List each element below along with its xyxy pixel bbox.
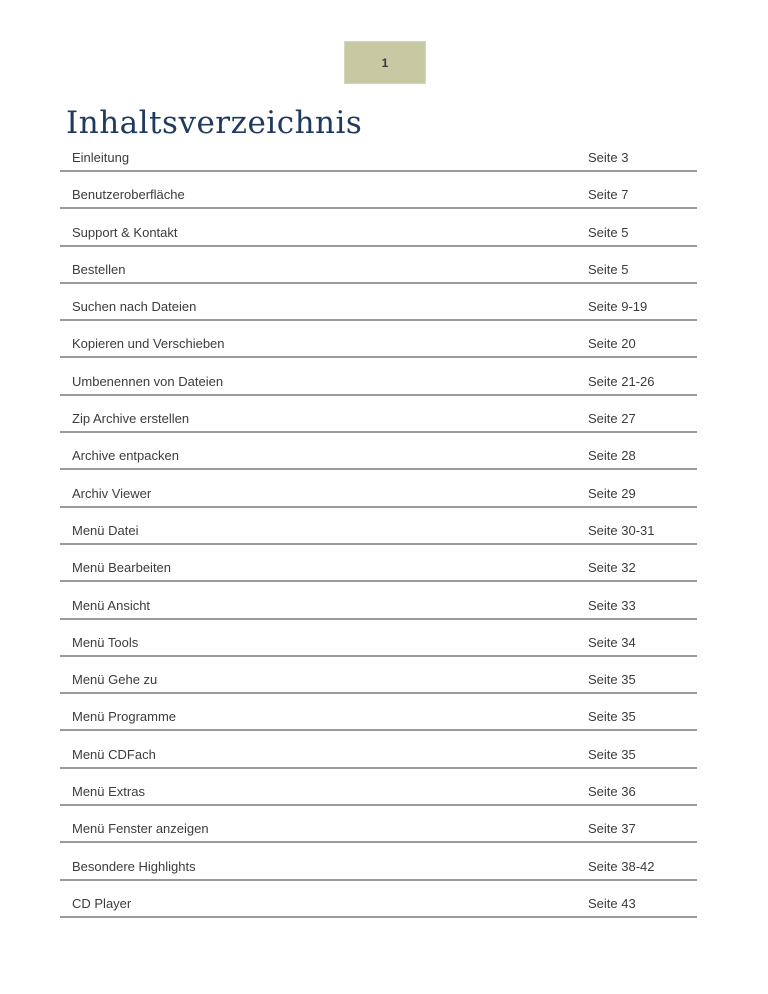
toc-entry-row: [60, 821, 697, 843]
toc-entry-label: Suchen nach Dateien: [72, 299, 197, 315]
toc-entry-row: [60, 709, 697, 731]
page-title: Inhaltsverzeichnis: [66, 104, 363, 141]
page-number-badge: [344, 41, 426, 84]
toc-entry-page: Seite 33: [588, 597, 636, 613]
toc-entry-page: Seite 34: [588, 634, 636, 650]
toc-entry-page: Seite 28: [588, 448, 636, 464]
toc-entry-page: Seite 5: [588, 224, 629, 240]
toc-entry-row: [60, 411, 697, 433]
toc-entry-label: Menü Extras: [72, 784, 145, 800]
toc-entry-label: Support & Kontakt: [72, 224, 178, 240]
toc-entry-label: Menü Fenster anzeigen: [72, 821, 209, 837]
toc-entry-row: [60, 225, 697, 247]
toc-entry-row: [60, 486, 697, 508]
toc-entry-row: [60, 560, 697, 582]
table-of-contents: [60, 150, 697, 933]
toc-entry-page: Seite 7: [588, 187, 629, 203]
toc-entry-label: Zip Archive erstellen: [72, 411, 190, 427]
toc-entry-label: Menü Programme: [72, 709, 177, 725]
toc-entry-page: Seite 38-42: [588, 858, 655, 874]
toc-entry-page: Seite 3: [588, 150, 629, 165]
page-number-label: 1: [381, 55, 389, 70]
toc-entry-row: [60, 262, 697, 284]
toc-entry-row: [60, 672, 697, 694]
toc-entry-label: Archive entpacken: [72, 448, 179, 464]
toc-entry-label: CD Player: [72, 895, 132, 911]
toc-entry-page: Seite 43: [588, 895, 636, 911]
toc-entry-label: Kopieren und Verschieben: [72, 336, 225, 352]
toc-entry-page: Seite 35: [588, 709, 636, 725]
toc-entry-row: [60, 374, 697, 396]
toc-entry-page: Seite 29: [588, 485, 636, 501]
toc-entry-page: Seite 9-19: [588, 299, 648, 315]
toc-entry-page: Seite 35: [588, 672, 636, 688]
toc-entry-row: [60, 747, 697, 769]
toc-entry-page: Seite 35: [588, 746, 636, 762]
toc-entry-row: [60, 523, 697, 545]
toc-entry-page: Seite 5: [588, 261, 629, 277]
toc-entry-page: Seite 32: [588, 560, 636, 576]
toc-entry-page: Seite 36: [588, 784, 636, 800]
toc-entry-label: Umbenennen von Dateien: [72, 373, 224, 389]
toc-entry-label: Menü CDFach: [72, 746, 156, 762]
toc-entry-label: Menü Gehe zu: [72, 672, 158, 688]
toc-entry-row: [60, 299, 697, 321]
toc-entry-label: Einleitung: [72, 150, 130, 165]
toc-entry-label: Benutzeroberfläche: [72, 187, 185, 203]
toc-entry-row: [60, 896, 697, 918]
toc-entry-row: [60, 598, 697, 620]
toc-entry-label: Menü Bearbeiten: [72, 560, 172, 576]
toc-entry-row: [60, 187, 697, 209]
toc-entry-label: Archiv Viewer: [72, 485, 152, 501]
toc-entry-label: Menü Datei: [72, 522, 139, 538]
toc-entry-page: Seite 21-26: [588, 373, 655, 389]
toc-entry-label: Menü Ansicht: [72, 597, 151, 613]
toc-entry-row: [60, 784, 697, 806]
toc-entry-page: Seite 37: [588, 821, 636, 837]
toc-entry-page: Seite 27: [588, 411, 636, 427]
toc-entry-label: Besondere Highlights: [72, 858, 196, 874]
toc-entry-label: Bestellen: [72, 261, 126, 277]
toc-entry-row: [60, 336, 697, 358]
toc-entry-row: [60, 448, 697, 470]
toc-entry-page: Seite 20: [588, 336, 636, 352]
toc-entry-row: [60, 635, 697, 657]
toc-entry-row: [60, 859, 697, 881]
toc-entry-row: [60, 150, 697, 172]
toc-entry-page: Seite 30-31: [588, 522, 655, 538]
toc-entry-label: Menü Tools: [72, 634, 139, 650]
